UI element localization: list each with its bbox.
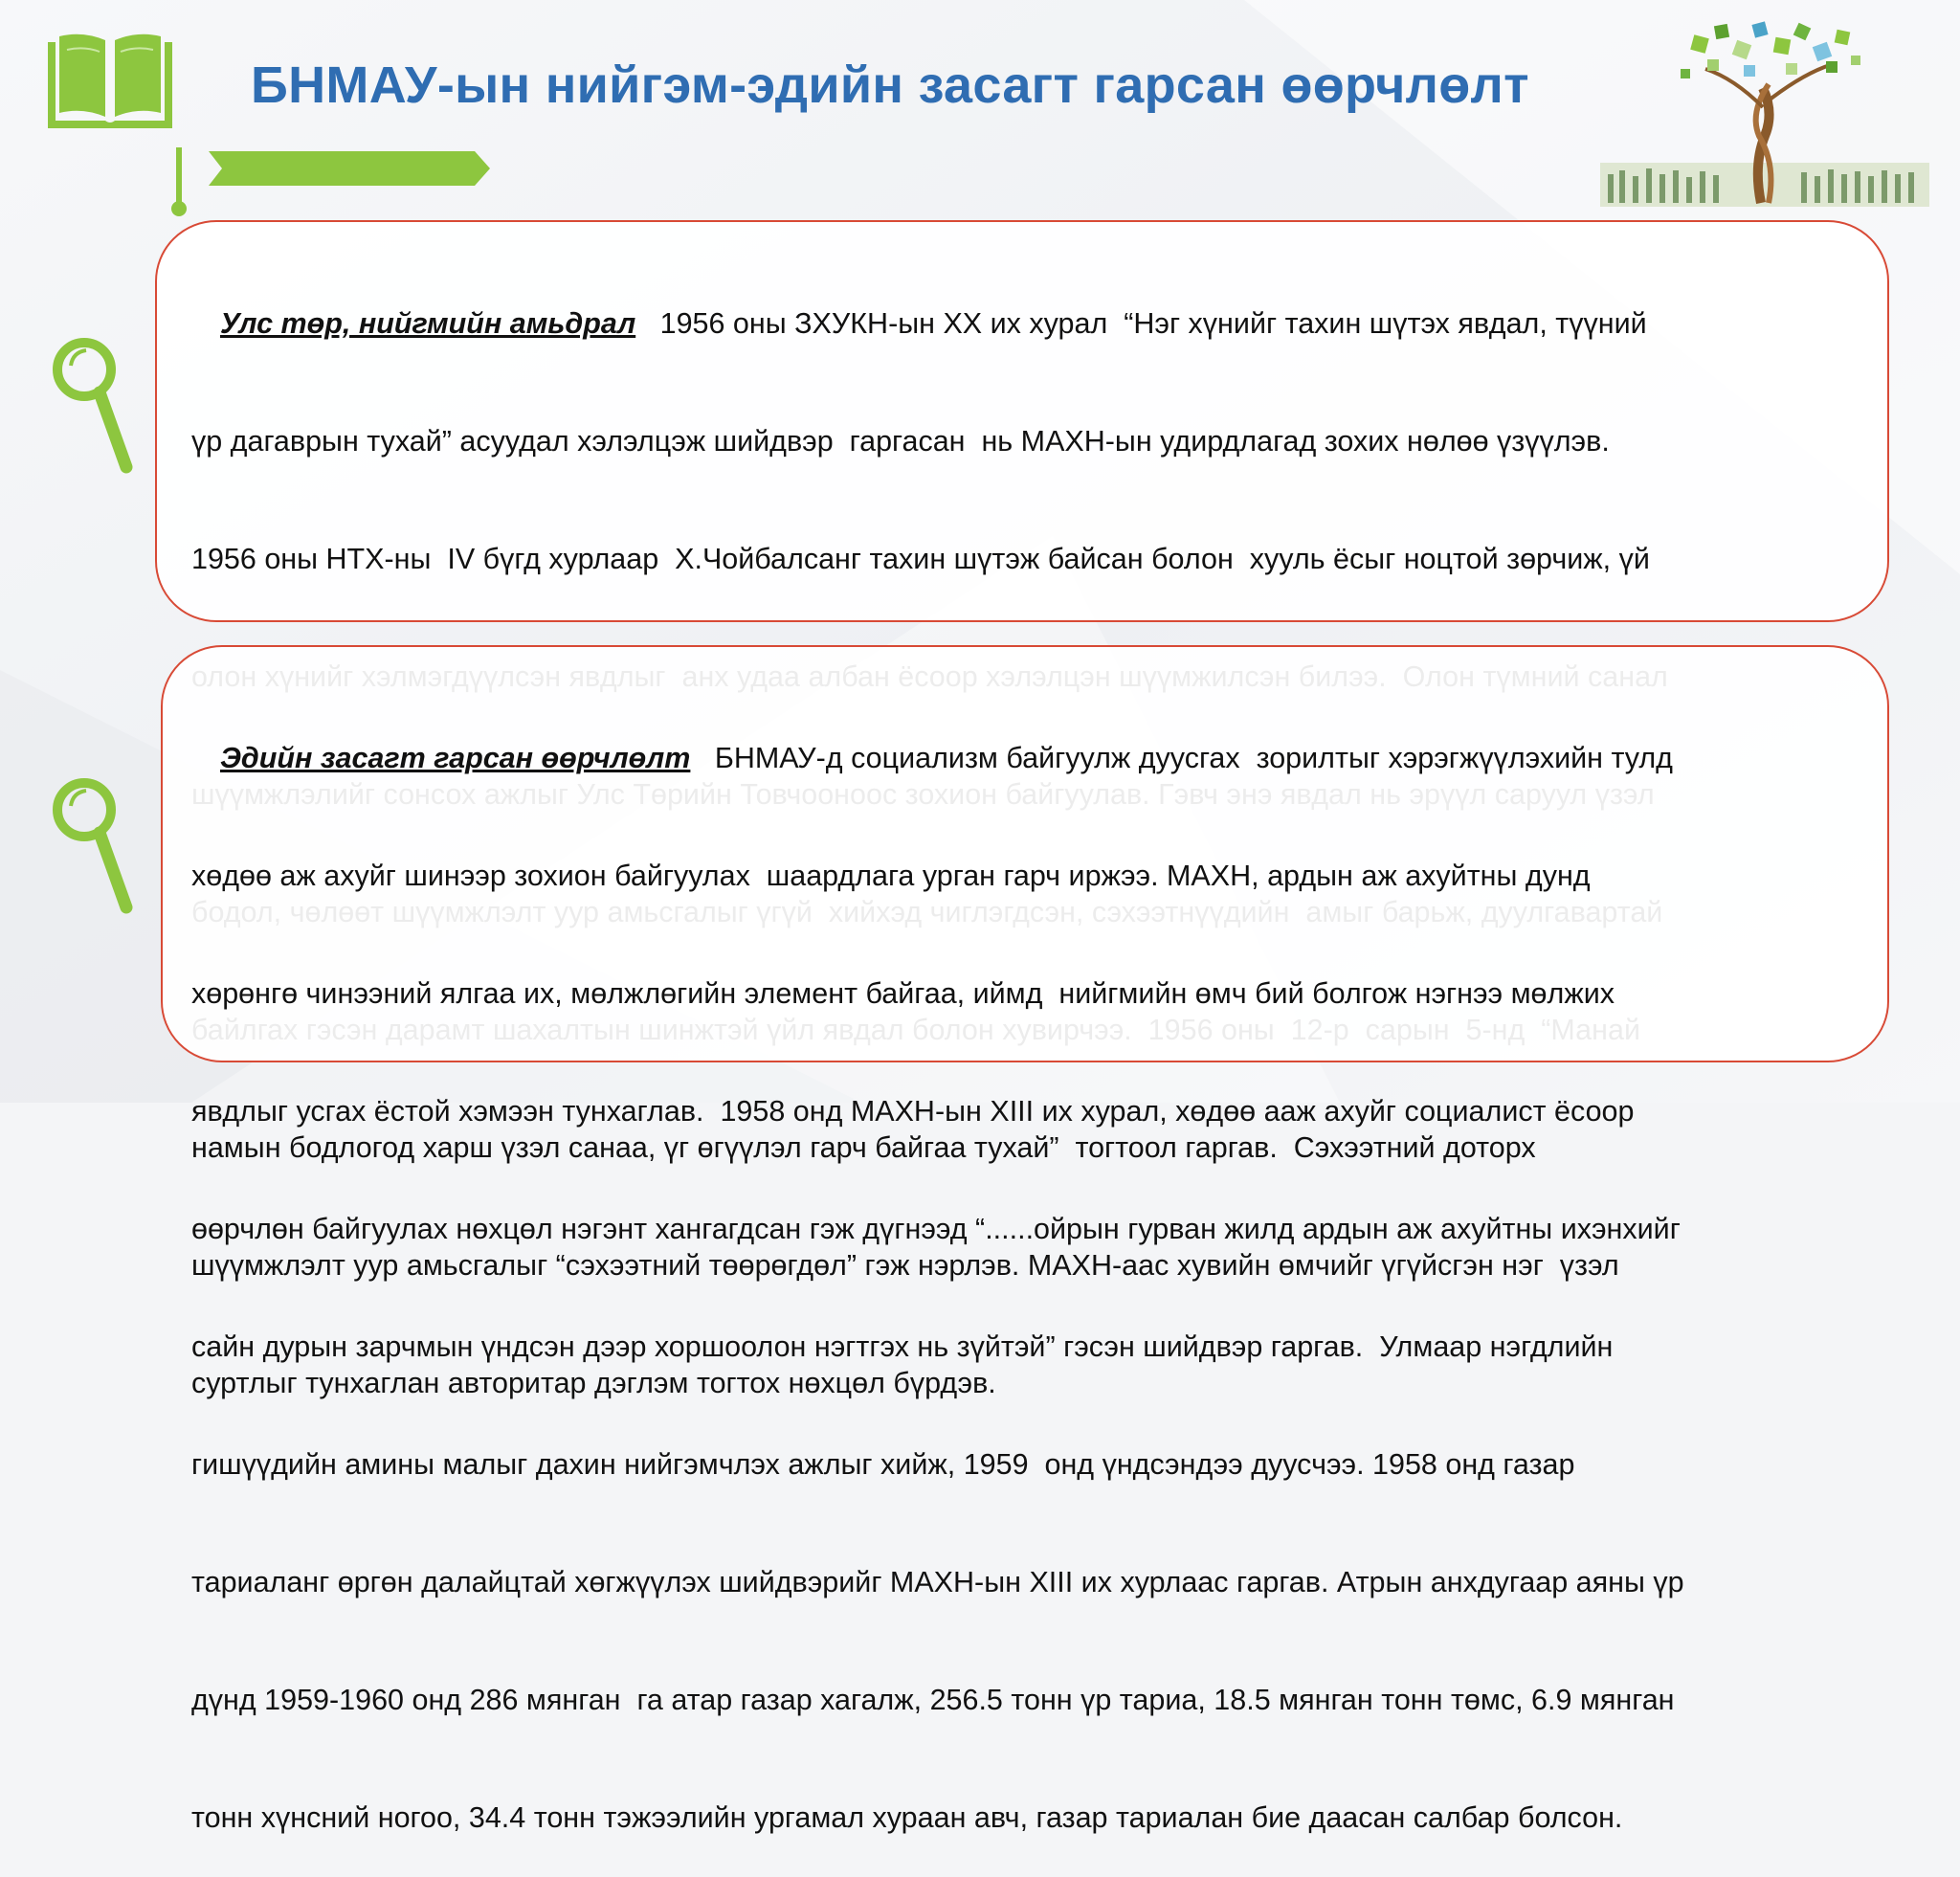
- paragraph-line: тонн хүнсний ногоо, 34.4 тонн тэжээлийн ургамал хураан авч, газар тариалан бие даасан салбар болсон.: [191, 1801, 1623, 1834]
- economy-text: [191, 660, 1684, 1877]
- paragraph-line: өөрчлөн байгуулах нөхцөл нэгэнт хангагдсан гэж дүгнээд “......ойрын гурван жилд ардын аж ахуйтны ихэнхийг: [191, 1213, 1681, 1245]
- paragraph-line: хөрөнгө чинээний ялгаа их, мөлжлөгийн элемент байгаа, иймд нийгмийн өмч бий болгож нэгнээ мөлжих: [191, 977, 1615, 1010]
- paragraph-line: тариаланг өргөн далайцтай хөгжүүлэх шийдвэрийг МАХН-ын XIII их хурлаас гаргав. Атрын анхдугаар аяны үр: [191, 1566, 1684, 1598]
- paragraph-line: намын бодлогод харш үзэл санаа, үг өгүүлэл гарч байгаа тухай” тогтоол гаргав. Сэхээтний доторх: [191, 1131, 1536, 1164]
- tree-people-logo: [1600, 21, 1929, 212]
- paragraph-line: гишүүдийн амины малыг дахин нийгэмчлэх ажлыг хийж, 1959 онд үндсэндээ дуусчээ. 1958 онд газар: [191, 1448, 1575, 1481]
- magnifying-glass-icon: [50, 773, 136, 917]
- economy-first-line: [191, 739, 1684, 778]
- paragraph-line: үр дагаврын тухай” асуудал хэлэлцэж шийдвэр гаргасан нь МАХН-ын удирдлагад зохих нөлөө үзүүлэв.: [191, 425, 1610, 458]
- paragraph-line: явдлыг усгах ёстой хэмээн тунхаглав. 1958 онд МАХН-ын XIII их хурал, хөдөө аaж ахуйг социалист ёсоор: [191, 1095, 1635, 1128]
- paragraph-line: дүнд 1959-1960 онд 286 мянган га атар газар хагалж, 256.5 тонн үр тариа, 18.5 мянган тонн төмс, 6.9 мянган: [191, 1684, 1675, 1716]
- paragraph-line: хөдөө аж ахуйг шинээр зохион байгуулах шаардлага урган гарч иржээ. МАХН, ардын аж ахуйтны дунд: [191, 860, 1591, 892]
- political-social-first-line: [191, 304, 1668, 344]
- paragraph-line: суртлыг тунхаглан авторитар дэглэм тогтох нөхцөл бүрдэв.: [191, 1367, 996, 1399]
- paragraph-line: сайн дурын зарчмын үндсэн дээр хоршоолон нэгтгэх нь зүйтэй” гэсэн шийдвэр гаргав. Улмаар нэгдлийн: [191, 1330, 1614, 1363]
- page-title: БНМАУ-ын нийгэм-эдийн засагт гарсан өөрчлөлт: [251, 56, 1529, 114]
- decorative-marker: [170, 144, 496, 220]
- paragraph-line: 1956 оны НТХ-ны IV бүгд хурлаар Х.Чойбалсанг тахин шүтэж байсан болон хууль ёсыг ноцтой зөрчиж, үй: [191, 543, 1650, 575]
- section-heading-political-social: Улс төр, нийгмийн амьдрал: [220, 307, 636, 340]
- paragraph-line: БНМАУ-д социализм байгуулж дуусгах зорилтыг хэрэгжүүлэхийн тулд: [690, 742, 1673, 774]
- open-book-icon: [44, 29, 176, 132]
- magnifying-glass-icon: [50, 333, 136, 477]
- section-heading-economy: Эдийн засагт гарсан өөрчлөлт: [220, 742, 691, 774]
- paragraph-line: 1956 оны ЗХУКН-ын ХХ их хурал “Нэг хүнийг тахин шүтэх явдал, түүний: [635, 307, 1647, 340]
- paragraph-line: шүүмжлэлт уур амьсгалыг “сэхээтний төөрөгдөл” гэж нэрлэв. МАХН-аас хувийн өмчийг үгүйсгэн нэг үзэл: [191, 1249, 1619, 1282]
